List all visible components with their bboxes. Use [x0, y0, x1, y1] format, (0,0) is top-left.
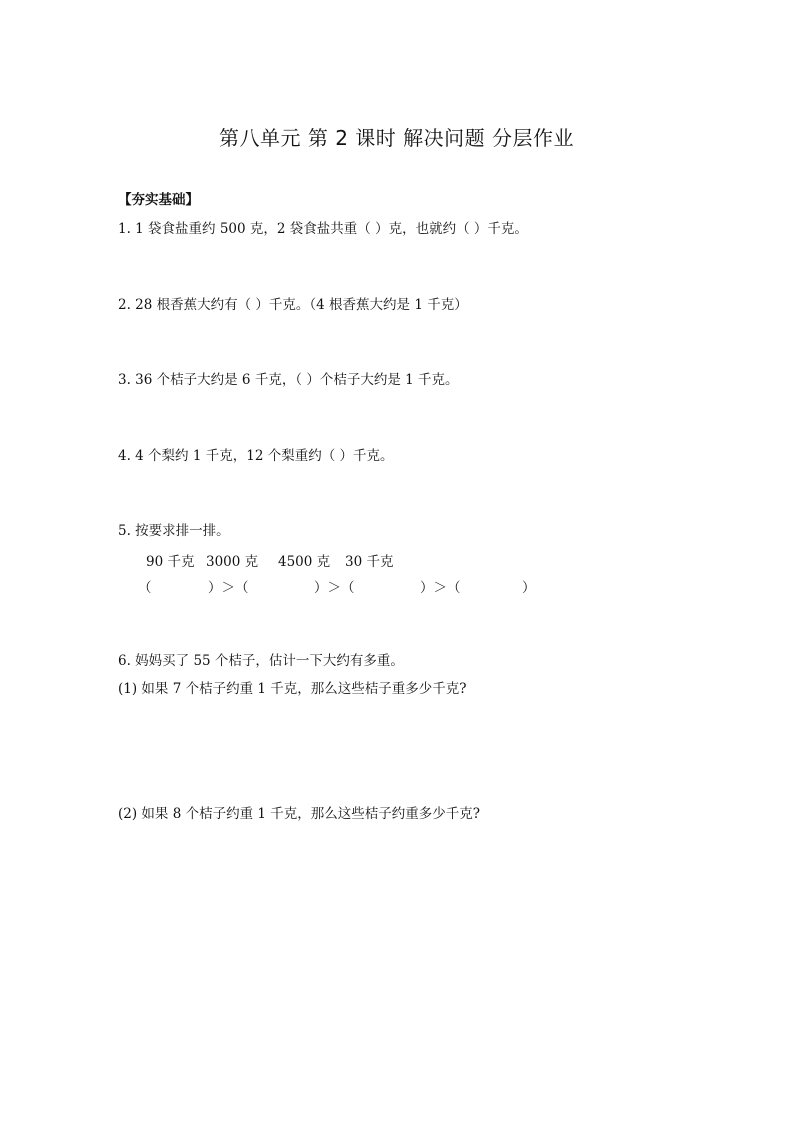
question-5: 5. 按要求排一排。 — [118, 523, 230, 539]
section-heading: 【夯实基础】 — [118, 192, 199, 208]
question-6-part-1: (1) 如果 7 个桔子约重 1 千克，那么这些桔子重多少千克? — [118, 681, 467, 697]
question-6: 6. 妈妈买了 55 个桔子，估计一下大约有多重。 — [118, 653, 404, 669]
compare-paren-open: （ — [138, 580, 152, 596]
compare-greater-sign: ）＞（ — [420, 580, 461, 596]
question-3: 3. 36 个桔子大约是 6 千克，（ ）个桔子大约是 1 千克。 — [118, 372, 459, 388]
weight-item: 90 千克 — [146, 554, 195, 570]
question-6-part-2: (2) 如果 8 个桔子约重 1 千克，那么这些桔子约重多少千克? — [118, 806, 480, 822]
question-2: 2. 28 根香蕉大约有（ ）千克。（4 根香蕉大约是 1 千克） — [118, 297, 468, 313]
weight-item: 4500 克 — [278, 554, 331, 570]
weight-item: 3000 克 — [206, 554, 259, 570]
compare-paren-close: ） — [522, 580, 536, 596]
compare-greater-sign: ）＞（ — [314, 580, 355, 596]
page-title: 第八单元 第 2 课时 解决问题 分层作业 — [218, 126, 574, 150]
question-4: 4. 4 个梨约 1 千克，12 个梨重约（ ）千克。 — [118, 448, 394, 464]
compare-greater-sign: ）＞（ — [208, 580, 249, 596]
weight-item: 30 千克 — [345, 554, 394, 570]
question-1: 1. 1 袋食盐重约 500 克，2 袋食盐共重（ ）克，也就约（ ）千克。 — [118, 221, 528, 237]
